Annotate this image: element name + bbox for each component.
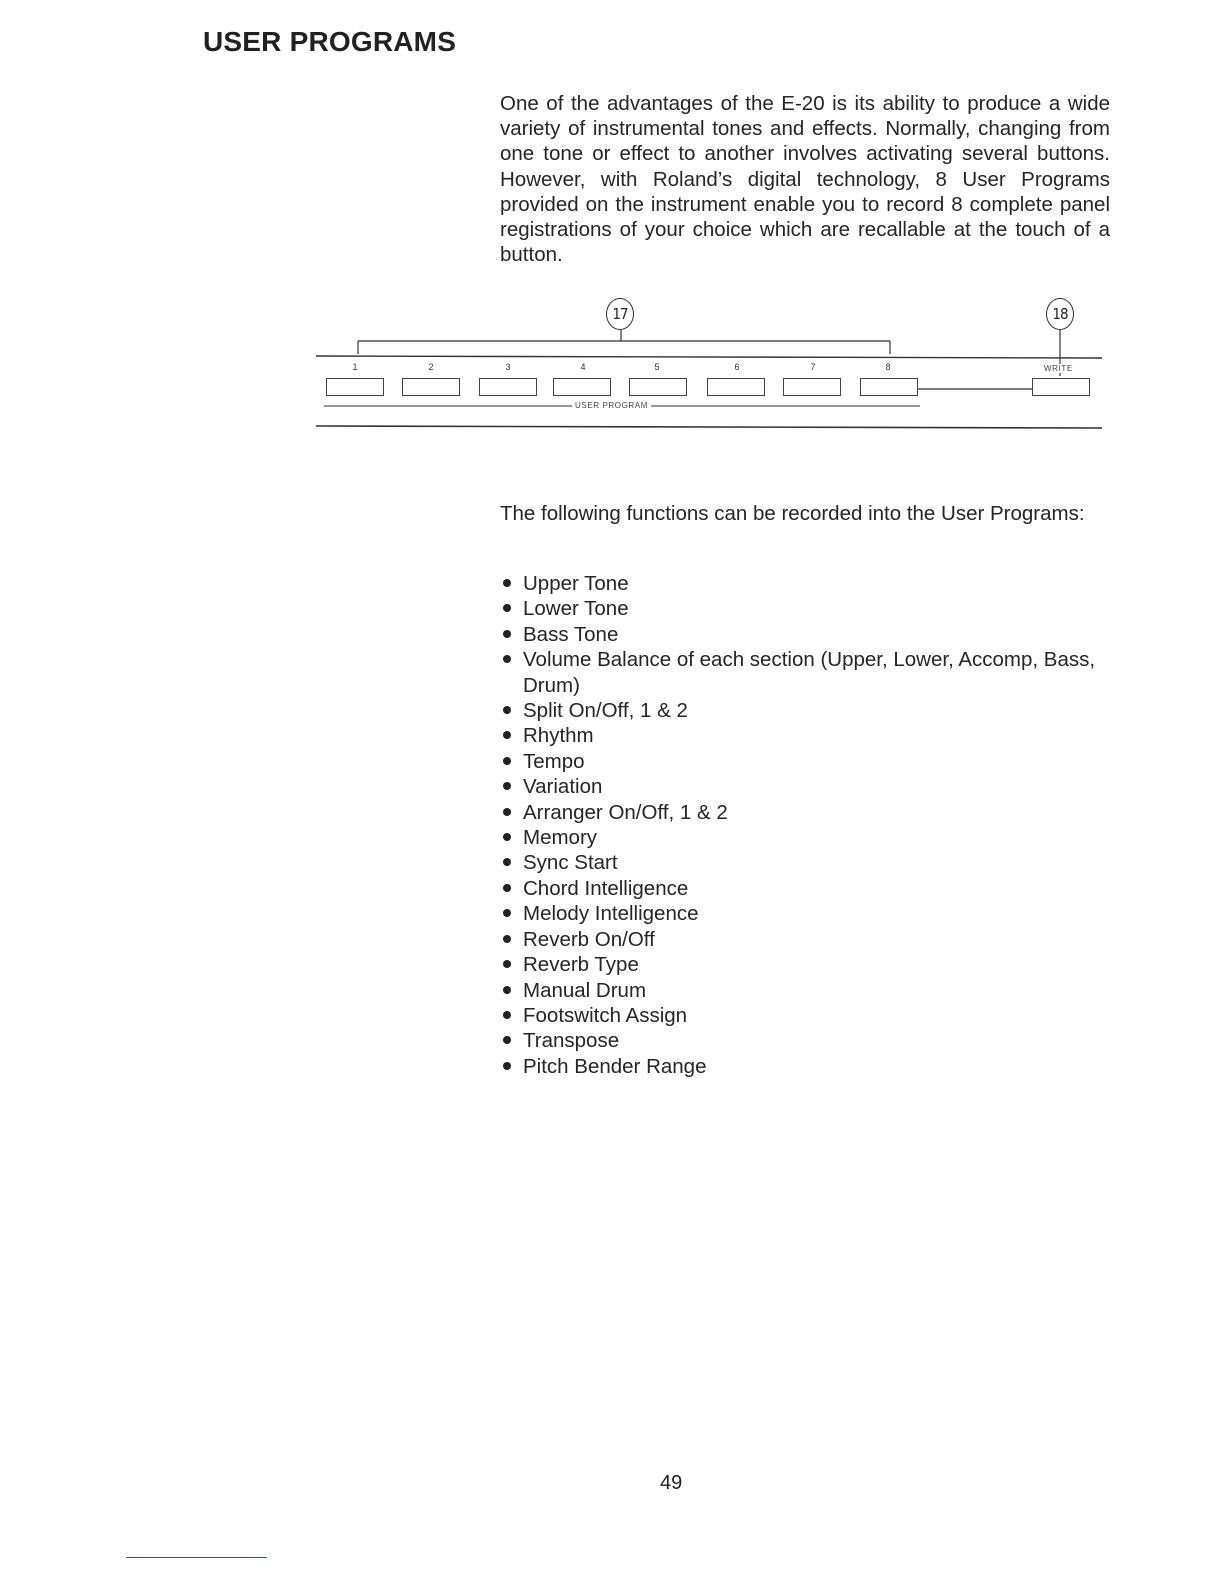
list-item: Variation xyxy=(500,774,1115,799)
functions-list xyxy=(500,571,1115,1079)
list-item: Split On/Off, 1 & 2 xyxy=(500,698,1115,723)
list-item: Memory xyxy=(500,825,1115,850)
callout-18: 18 xyxy=(1046,298,1074,330)
list-item: Sync Start xyxy=(500,850,1115,875)
list-item: Rhythm xyxy=(500,723,1115,748)
button-number-1: 1 xyxy=(352,362,358,372)
bullet-icon xyxy=(503,833,511,841)
button-number-4: 4 xyxy=(580,362,586,372)
bullet-icon xyxy=(503,986,511,994)
button-number-7: 7 xyxy=(810,362,816,372)
list-item: Lower Tone xyxy=(500,596,1115,621)
user-program-button-3[interactable] xyxy=(479,378,537,396)
list-item: Upper Tone xyxy=(500,571,1115,596)
bullet-icon xyxy=(503,706,511,714)
bullet-icon xyxy=(503,731,511,739)
list-item: Arranger On/Off, 1 & 2 xyxy=(500,800,1115,825)
user-program-panel-diagram xyxy=(316,298,1106,438)
bullet-icon xyxy=(503,782,511,790)
page-title: USER PROGRAMS xyxy=(203,26,457,57)
bullet-icon xyxy=(503,960,511,968)
user-program-button-5[interactable] xyxy=(629,378,687,396)
bullet-icon xyxy=(503,935,511,943)
button-number-3: 3 xyxy=(505,362,511,372)
button-number-6: 6 xyxy=(734,362,740,372)
button-number-8: 8 xyxy=(885,362,891,372)
user-program-button-7[interactable] xyxy=(783,378,841,396)
bullet-icon xyxy=(503,858,511,866)
intro-paragraph: One of the advantages of the E-20 is its ability to produce a wide variety of instrumental tones and effects. Normally, changing from one tone or effect to another involves activating several buttons. However, with Roland’s digital technology, 8 User Programs provided on the instrument enable you to record 8 complete panel registrations of your choice which are recallable at the touch of a button. xyxy=(500,92,1110,267)
list-item: Transpose xyxy=(500,1028,1115,1053)
button-number-5: 5 xyxy=(654,362,660,372)
user-program-button-4[interactable] xyxy=(553,378,611,396)
write-button[interactable] xyxy=(1032,378,1090,396)
bullet-icon xyxy=(503,1011,511,1019)
bullet-icon xyxy=(503,909,511,917)
user-program-button-2[interactable] xyxy=(402,378,460,396)
user-program-label: USER PROGRAM xyxy=(572,401,651,410)
bullet-icon xyxy=(503,630,511,638)
list-item: Bass Tone xyxy=(500,622,1115,647)
write-label: WRITE xyxy=(1041,364,1076,373)
list-item: Pitch Bender Range xyxy=(500,1054,1115,1079)
list-item: Reverb Type xyxy=(500,952,1115,977)
bullet-icon xyxy=(503,604,511,612)
bullet-icon xyxy=(503,1062,511,1070)
callout-17: 17 xyxy=(606,298,634,330)
list-item: Tempo xyxy=(500,749,1115,774)
list-item: Melody Intelligence xyxy=(500,901,1115,926)
user-program-button-8[interactable] xyxy=(860,378,918,396)
footer-rule xyxy=(126,1557,267,1558)
user-program-button-6[interactable] xyxy=(707,378,765,396)
bullet-icon xyxy=(503,655,511,663)
list-item: Manual Drum xyxy=(500,978,1115,1003)
bullet-icon xyxy=(503,1036,511,1044)
user-program-button-1[interactable] xyxy=(326,378,384,396)
bullet-icon xyxy=(503,579,511,587)
bullet-icon xyxy=(503,884,511,892)
bullet-icon xyxy=(503,757,511,765)
page-number: 49 xyxy=(660,1472,683,1494)
functions-intro: The following functions can be recorded into the User Programs: xyxy=(500,502,1085,525)
list-item: Chord Intelligence xyxy=(500,876,1115,901)
list-item: Footswitch Assign xyxy=(500,1003,1115,1028)
bullet-icon xyxy=(503,808,511,816)
list-item: Volume Balance of each section (Upper, Lower, Accomp, Bass, Drum) xyxy=(500,647,1115,698)
button-number-2: 2 xyxy=(428,362,434,372)
list-item: Reverb On/Off xyxy=(500,927,1115,952)
